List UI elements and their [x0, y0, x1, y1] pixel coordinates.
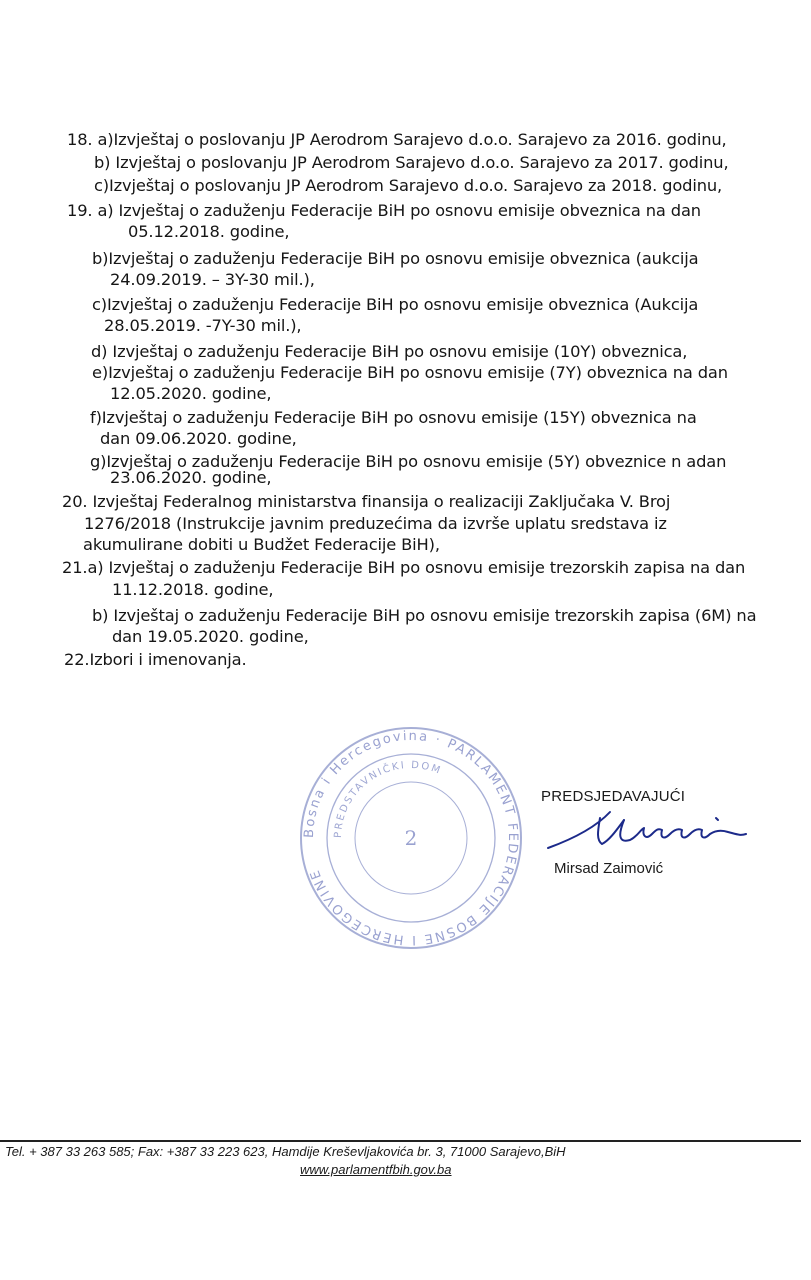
agenda-item-20-cont-1: 1276/2018 (Instrukcije javnim preduzećima da izvrše uplatu sredstava iz	[84, 514, 667, 533]
agenda-item-19d: d) Izvještaj o zaduženju Federacije BiH po osnovu emisije (10Y) obveznica,	[91, 342, 688, 361]
agenda-item-19f-cont: dan 09.06.2020. godine,	[100, 429, 297, 448]
agenda-item-22: 22.Izbori i imenovanja.	[64, 650, 247, 669]
agenda-item-19b: b)Izvještaj o zaduženju Federacije BiH po osnovu emisije obveznica (aukcija	[92, 249, 699, 268]
agenda-item-21a: 21.a) Izvještaj o zaduženju Federacije BiH po osnovu emisije trezorskih zapisa na dan	[62, 558, 746, 577]
official-stamp	[296, 723, 526, 953]
footer-contact: Tel. + 387 33 263 585; Fax: +387 33 223 623, Hamdije Kreševljakovića br. 3, 71000 Sarajevo,BiH	[5, 1144, 566, 1159]
agenda-item-21a-cont: 11.12.2018. godine,	[112, 580, 274, 599]
handwritten-signature	[540, 800, 750, 862]
agenda-item-21b: b) Izvještaj o zaduženju Federacije BiH po osnovu emisije trezorskih zapisa (6M) na	[92, 606, 757, 625]
agenda-item-19a-cont: 05.12.2018. godine,	[128, 222, 290, 241]
agenda-item-18b: b) Izvještaj o poslovanju JP Aerodrom Sarajevo d.o.o. Sarajevo za 2017. godinu,	[94, 153, 729, 172]
stamp-outer-text: Bosna i Hercegovina · PARLAMENT FEDERACIJE BOSNE I HERCEGOVINE	[301, 728, 521, 948]
agenda-item-19g-cont: 23.06.2020. godine,	[110, 468, 272, 487]
stamp-inner-text: PREDSTAVNIČKI DOM	[332, 759, 444, 839]
agenda-item-19e: e)Izvještaj o zaduženju Federacije BiH po osnovu emisije (7Y) obveznica na dan	[92, 363, 728, 382]
agenda-item-19c: c)Izvještaj o zaduženju Federacije BiH po osnovu emisije obveznica (Aukcija	[92, 295, 699, 314]
agenda-item-21b-cont: dan 19.05.2020. godine,	[112, 627, 309, 646]
signatory-title: PREDSJEDAVAJUĆI	[541, 788, 686, 805]
footer-website-link[interactable]: www.parlamentfbih.gov.ba	[300, 1162, 452, 1177]
agenda-item-19b-cont: 24.09.2019. – 3Y-30 mil.),	[110, 270, 315, 289]
stamp-center-number: 2	[404, 826, 418, 850]
agenda-item-20-cont-2: akumulirane dobiti u Budžet Federacije BiH),	[83, 535, 440, 554]
agenda-item-19f: f)Izvještaj o zaduženju Federacije BiH po osnovu emisije (15Y) obveznica na	[90, 408, 697, 427]
agenda-item-20: 20. Izvještaj Federalnog ministarstva finansija o realizaciji Zaključaka V. Broj	[62, 492, 671, 511]
agenda-item-19c-cont: 28.05.2019. -7Y-30 mil.),	[104, 316, 302, 335]
agenda-item-19e-cont: 12.05.2020. godine,	[110, 384, 272, 403]
footer-divider	[0, 1140, 801, 1142]
agenda-item-19a: 19. a) Izvještaj o zaduženju Federacije BiH po osnovu emisije obveznica na dan	[67, 201, 701, 220]
agenda-item-19g: g)Izvještaj o zaduženju Federacije BiH po osnovu emisije (5Y) obveznice n adan	[90, 452, 727, 471]
agenda-item-18c: c)Izvještaj o poslovanju JP Aerodrom Sarajevo d.o.o. Sarajevo za 2018. godinu,	[94, 176, 723, 195]
agenda-item-18a: 18. a)Izvještaj o poslovanju JP Aerodrom Sarajevo d.o.o. Sarajevo za 2016. godinu,	[67, 130, 727, 149]
signatory-name: Mirsad Zaimović	[554, 860, 664, 877]
